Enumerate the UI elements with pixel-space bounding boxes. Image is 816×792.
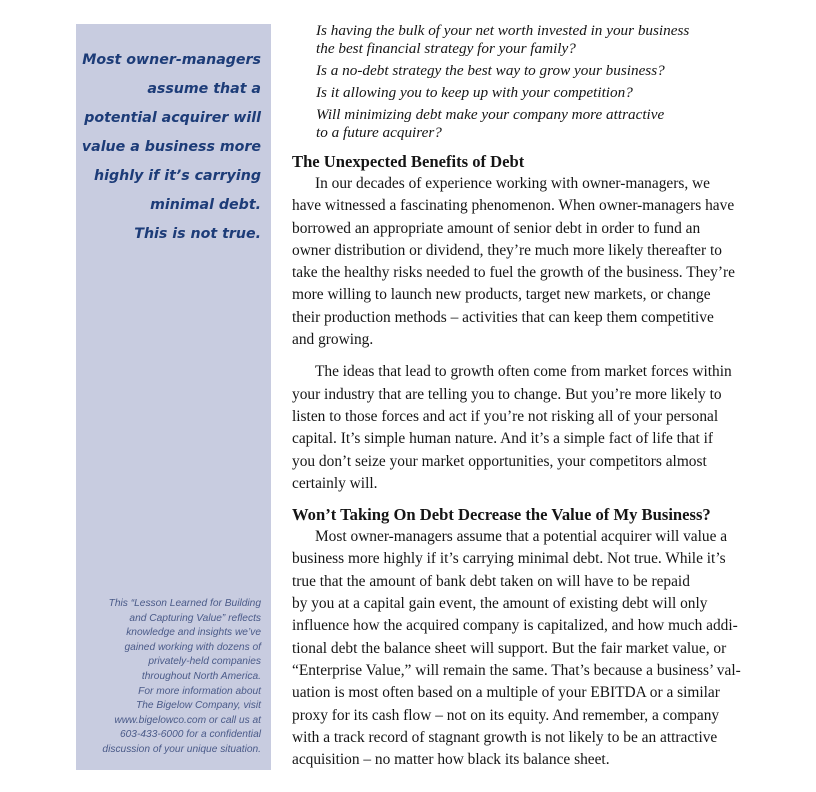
text-line: In our decades of experience working with owner-managers, we [315, 175, 710, 192]
pull-quote-line: Most owner-managers [82, 52, 261, 68]
sidebar-panel [76, 24, 271, 770]
blurb-line-phone: 603-433-6000 for a confidential [119, 729, 261, 741]
text-line: acquisition – no matter how black its balance sheet. [292, 751, 610, 769]
text-line: true that the amount of bank debt taken on will have to be repaid [292, 572, 690, 590]
question-line: Is a no-debt strategy the best way to grow your business? [316, 62, 665, 79]
text-line: and growing. [292, 331, 374, 349]
pull-quote-line: minimal debt. [150, 197, 261, 213]
blurb-line-website: www.bigelowco.com or call us at [114, 714, 261, 726]
text-line: your industry that are telling you to change. But you’re more likely to [292, 385, 722, 403]
pull-quote-line: value a business more [81, 139, 261, 155]
text-line: influence how the acquired company is capitalized, and how much addi- [292, 617, 738, 635]
blurb-line: and Capturing Value” reflects [129, 612, 261, 624]
pull-quote [81, 46, 261, 249]
blurb-line: discussion of your unique situation. [102, 743, 261, 755]
text-line: take the healthy risks needed to fuel the growth of the business. They’re [292, 264, 735, 282]
text-line: Most owner-managers assume that a potential acquirer will value a [315, 528, 728, 546]
text-line: listen to those forces and act if you’re not risking all of your personal [292, 407, 719, 425]
question-line: Is it allowing you to keep up with your competition? [316, 84, 633, 101]
question-item [316, 84, 762, 102]
pull-quote-line: This is not true. [134, 226, 261, 242]
blurb-line: The Bigelow Company, visit [136, 700, 261, 712]
text-line: you don’t seize your market opportunities, your competitors almost [292, 452, 707, 470]
question-list [316, 22, 762, 142]
paragraph [292, 361, 762, 495]
blurb-line: privately-held companies [148, 656, 261, 668]
text-line: “Enterprise Value,” will remain the same. That’s because a business’ val- [292, 661, 741, 679]
blurb-line: knowledge and insights we’ve [126, 627, 261, 639]
question-line: the best financial strategy for your family? [316, 40, 576, 57]
question-line: Will minimizing debt make your company more attractive [316, 106, 665, 123]
text-line: more willing to launch new products, target new markets, or change [292, 286, 711, 304]
section-heading-value: Won’t Taking On Debt Decrease the Value of My Business? [292, 505, 711, 525]
question-line: to a future acquirer? [316, 124, 442, 141]
section-heading-benefits: The Unexpected Benefits of Debt [292, 152, 525, 171]
text-line: by you at a capital gain event, the amount of existing debt will only [292, 595, 708, 613]
company-blurb [81, 597, 261, 758]
pull-quote-line: highly if it’s carrying [93, 168, 261, 184]
question-line: Is having the bulk of your net worth invested in your business [316, 22, 690, 39]
text-line: certainly will. [292, 474, 378, 492]
text-line: uation is most often based on a multiple of your EBITDA or a similar [292, 684, 720, 702]
pull-quote-line: potential acquirer will [84, 110, 261, 126]
pull-quote-line: assume that a [147, 81, 261, 97]
question-item [316, 22, 762, 58]
text-line: proxy for its cash flow – not on its equity. And remember, a company [292, 706, 720, 724]
blurb-line: For more information about [138, 685, 261, 697]
article-body [292, 22, 762, 771]
blurb-line: gained working with dozens of [124, 641, 261, 653]
blurb-line: throughout North America. [141, 670, 261, 682]
text-line: capital. It’s simple human nature. And it’s a simple fact of life that if [292, 430, 713, 448]
question-item [316, 62, 762, 80]
text-line: business more highly if it’s carrying minimal debt. Not true. While it’s [292, 550, 726, 568]
paragraph [292, 173, 762, 351]
text-line: owner distribution or dividend, they’re much more likely thereafter to [292, 241, 722, 259]
blurb-line: This “Lesson Learned for Building [108, 598, 261, 609]
text-line: borrowed an appropriate amount of senior debt in order to fund an [292, 219, 701, 237]
text-line: have witnessed a fascinating phenomenon. When owner-managers have [292, 197, 735, 215]
text-line: tional debt the balance sheet will support. But the fair market value, or [292, 639, 727, 657]
text-line: with a track record of stagnant growth is not likely to be an attractive [292, 728, 718, 746]
question-item [316, 106, 762, 142]
text-line: The ideas that lead to growth often come from market forces within [315, 363, 732, 381]
text-line: their production methods – activities that can keep them competitive [292, 308, 714, 326]
paragraph [292, 526, 762, 771]
